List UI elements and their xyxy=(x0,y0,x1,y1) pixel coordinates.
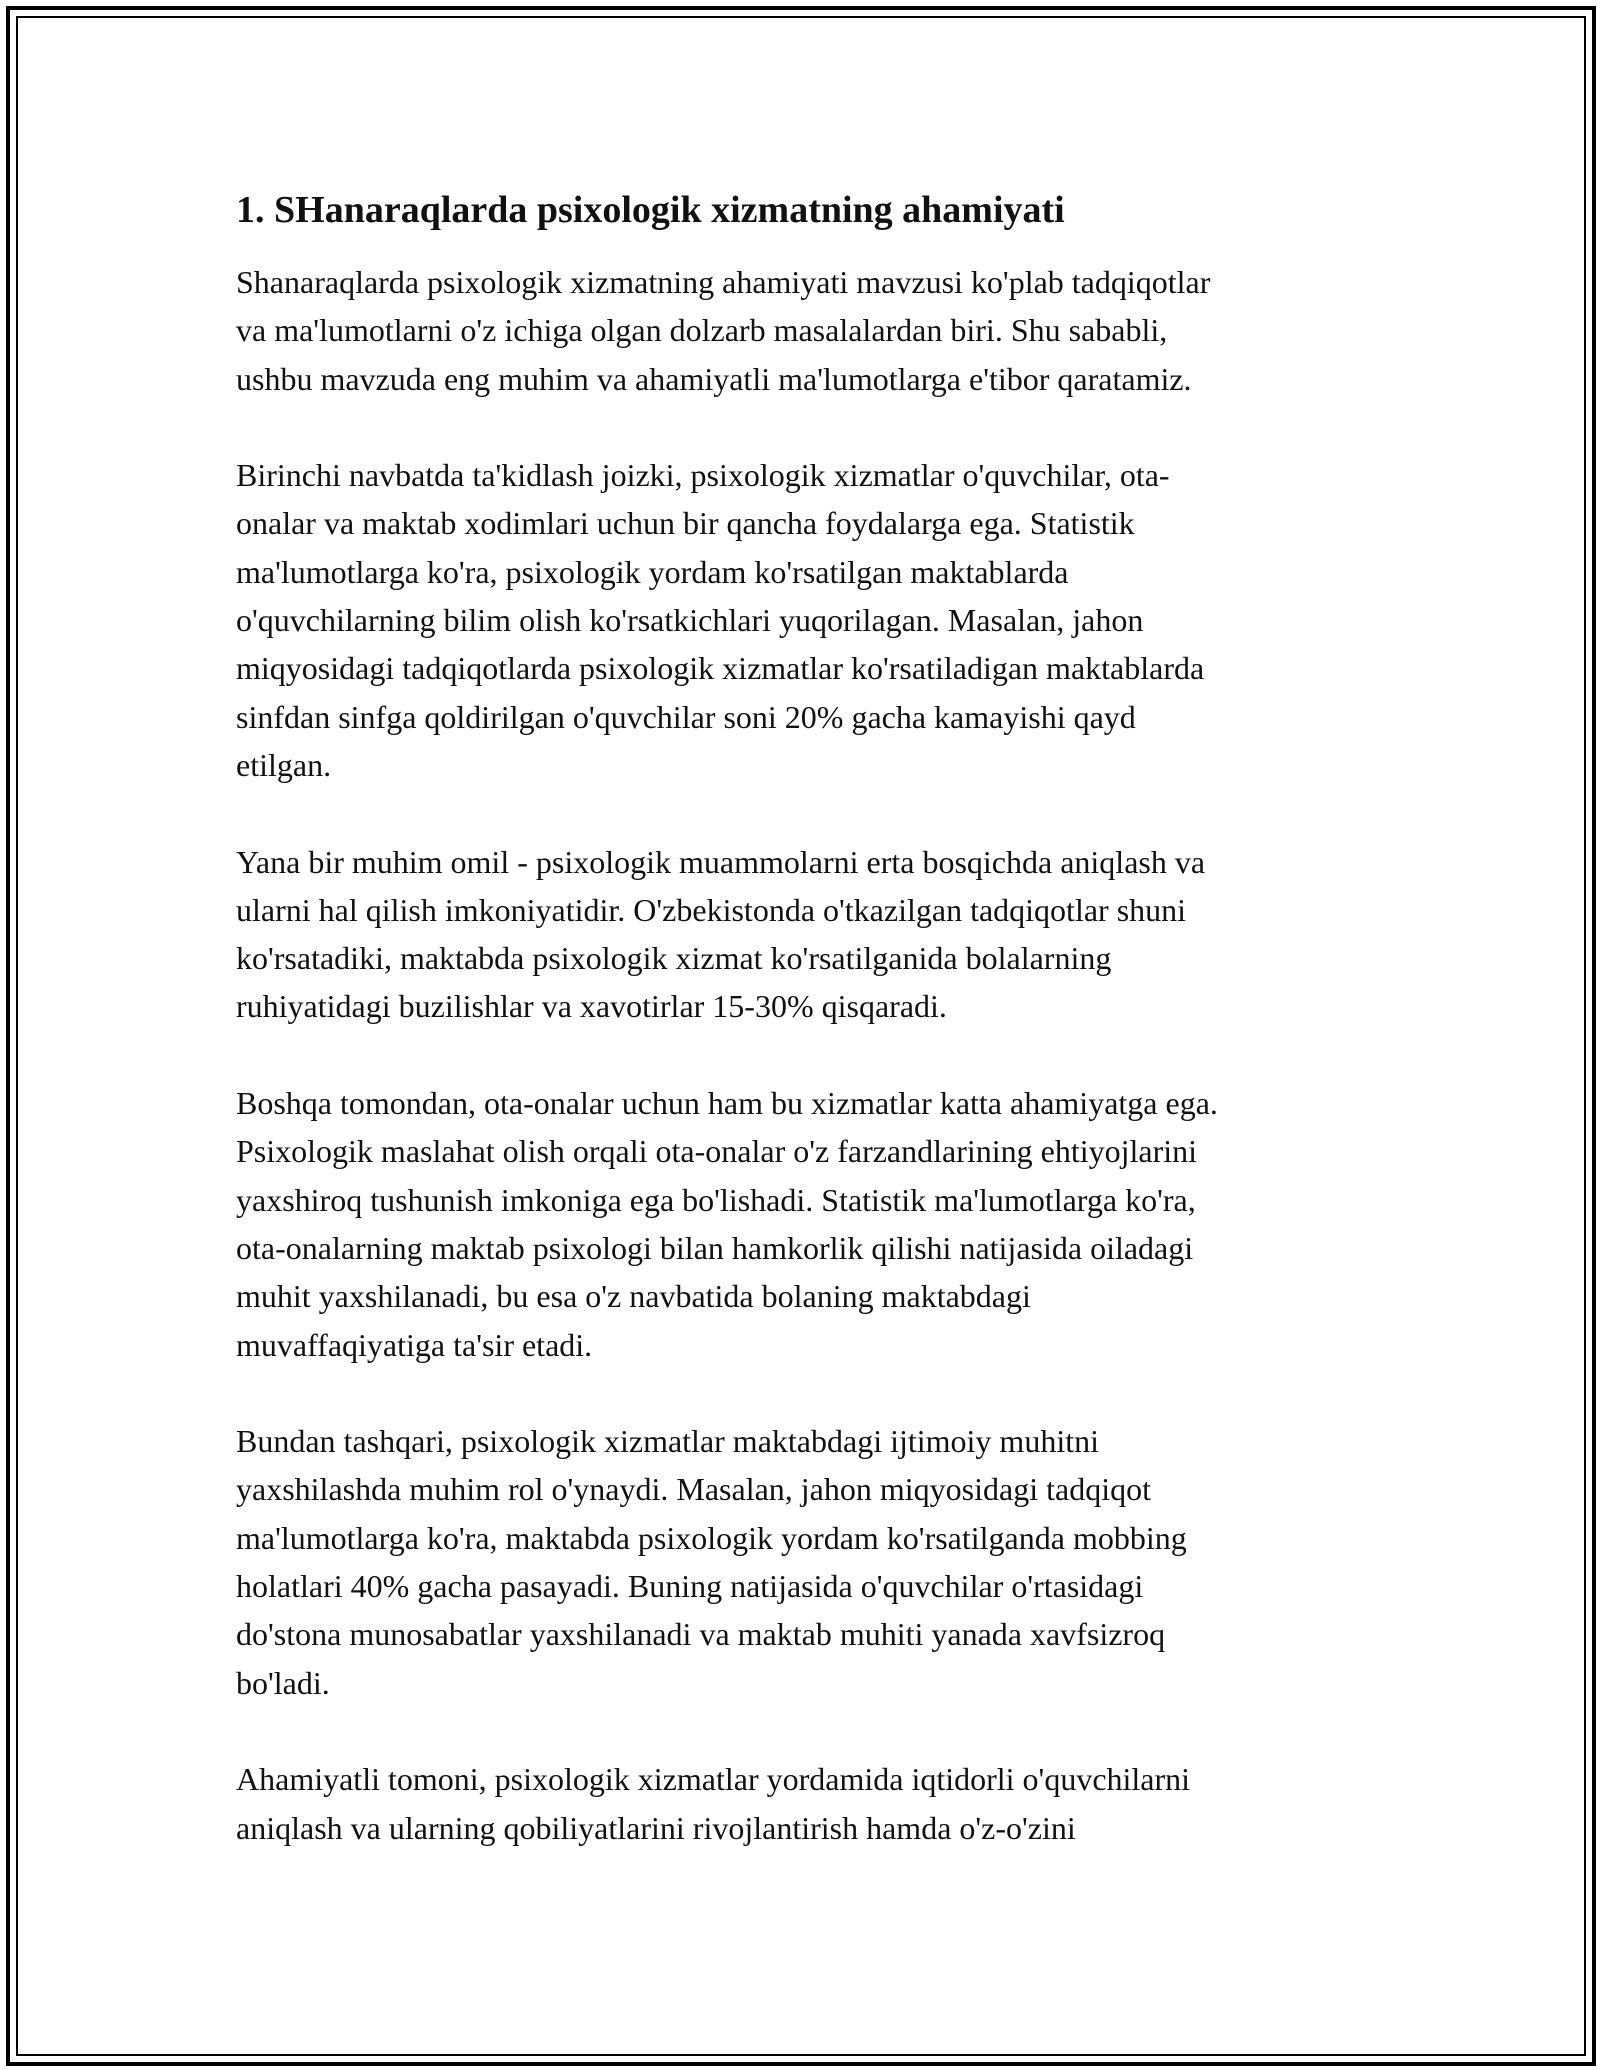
paragraph-line: ushbu mavzuda eng muhim va ahamiyatli ma'lumotlarga e'tibor qaratamiz. xyxy=(236,360,1192,397)
paragraph-line: va ma'lumotlarni o'z ichiga olgan dolzarb masalalardan biri. Shu sababli, xyxy=(236,312,1168,349)
paragraph-line: Yana bir muhim omil - psixologik muammolarni erta bosqichda aniqlash va xyxy=(236,843,1206,880)
paragraph-line: onalar va maktab xodimlari uchun bir qancha foydalarga ega. Statistik xyxy=(236,505,1135,542)
paragraph-6 xyxy=(236,1755,1366,1852)
paragraph-line: muvaffaqiyatiga ta'sir etadi. xyxy=(236,1326,593,1363)
paragraph-line: ko'rsatadiki, maktabda psixologik xizmat ko'rsatilganida bolalarning xyxy=(236,940,1112,977)
paragraph-line: miqyosidagi tadqiqotlarda psixologik xizmatlar ko'rsatiladigan maktablarda xyxy=(236,650,1205,687)
paragraph-3 xyxy=(236,838,1366,1031)
paragraph-line: yaxshilashda muhim rol o'ynaydi. Masalan, jahon miqyosidagi tadqiqot xyxy=(236,1471,1151,1508)
document-body xyxy=(236,186,1366,1900)
paragraph-line: aniqlash va ularning qobiliyatlarini rivojlantirish hamda o'z-o'zini xyxy=(236,1809,1076,1846)
paragraph-line: muhit yaxshilanadi, bu esa o'z navbatida bolaning maktabdagi xyxy=(236,1278,1031,1315)
paragraph-line: bo'ladi. xyxy=(236,1664,330,1701)
paragraph-1 xyxy=(236,258,1366,403)
paragraph-line: holatlari 40% gacha pasayadi. Buning natijasida o'quvchilar o'rtasidagi xyxy=(236,1568,1144,1605)
paragraph-2 xyxy=(236,451,1366,789)
paragraph-line: Shanaraqlarda psixologik xizmatning ahamiyati mavzusi ko'plab tadqiqotlar xyxy=(236,264,1211,300)
paragraph-line: sinfdan sinfga qoldirilgan o'quvchilar soni 20% gacha kamayishi qayd xyxy=(236,698,1136,735)
paragraph-4 xyxy=(236,1079,1366,1369)
paragraph-line: Birinchi navbatda ta'kidlash joizki, psixologik xizmatlar o'quvchilar, ota- xyxy=(236,457,1170,494)
paragraph-line: o'quvchilarning bilim olish ko'rsatkichlari yuqorilagan. Masalan, jahon xyxy=(236,602,1144,639)
paragraph-line: yaxshiroq tushunish imkoniga ega bo'lishadi. Statistik ma'lumotlarga ko'ra, xyxy=(236,1181,1196,1218)
paragraph-line: ma'lumotlarga ko'ra, psixologik yordam ko'rsatilgan maktablarda xyxy=(236,553,1069,590)
paragraph-line: ularni hal qilish imkoniyatidir. O'zbekistonda o'tkazilgan tadqiqotlar shuni xyxy=(236,891,1187,928)
paragraph-line: etilgan. xyxy=(236,746,332,783)
paragraph-line: do'stona munosabatlar yaxshilanadi va maktab muhiti yanada xavfsizroq xyxy=(236,1616,1166,1653)
paragraph-line: ota-onalarning maktab psixologi bilan hamkorlik qilishi natijasida oiladagi xyxy=(236,1229,1194,1266)
paragraph-line: ruhiyatidagi buzilishlar va xavotirlar 15-30% qisqaradi. xyxy=(236,988,947,1025)
paragraph-line: ma'lumotlarga ko'ra, maktabda psixologik yordam ko'rsatilganda mobbing xyxy=(236,1519,1187,1556)
section-heading: 1. SHanaraqlarda psixologik xizmatning ahamiyati xyxy=(236,189,1065,231)
paragraph-line: Boshqa tomondan, ota-onalar uchun ham bu xizmatlar katta ahamiyatga ega. xyxy=(236,1085,1218,1122)
paragraph-line: Bundan tashqari, psixologik xizmatlar maktabdagi ijtimoiy muhitni xyxy=(236,1423,1099,1460)
paragraph-5 xyxy=(236,1417,1366,1707)
paragraph-line: Ahamiyatli tomoni, psixologik xizmatlar yordamida iqtidorli o'quvchilarni xyxy=(236,1761,1191,1798)
paragraph-line: Psixologik maslahat olish orqali ota-onalar o'z farzandlarining ehtiyojlarini xyxy=(236,1133,1198,1170)
